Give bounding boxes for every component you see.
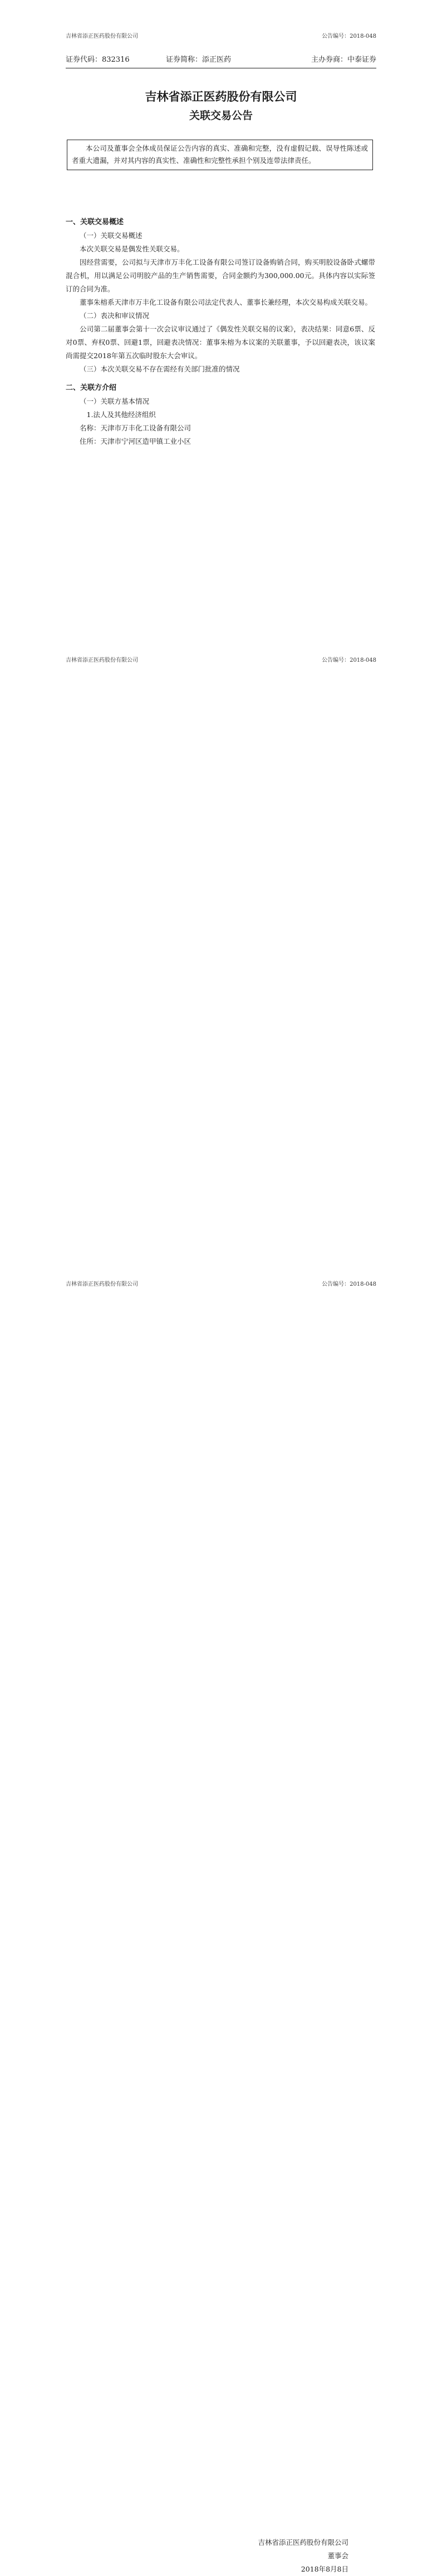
page-2 <box>0 624 442 1248</box>
signature-block <box>258 2536 348 2576</box>
disclaimer-box: 本公司及董事会全体成员保证公告内容的真实、准确和完整，没有虚假记载、误导性陈述或者重大遗漏，并对其内容的真实性、准确性和完整性承担个别及连带法律责任。 <box>67 140 373 170</box>
running-header <box>66 31 376 39</box>
subsection-heading: （一）关联方基本情况 <box>80 397 150 405</box>
subsection-heading: （一）关联交易概述 <box>80 231 143 240</box>
subsection-heading: （三）本次关联交易不存在需经有关部门批准的情况 <box>80 365 240 373</box>
signature-date: 2018年8月8日 <box>301 2565 348 2573</box>
header-notice-no: 公告编号：2018-048 <box>322 657 376 663</box>
section-heading: 二、关联方介绍 <box>66 384 117 392</box>
page-1 <box>0 0 442 624</box>
document-title: 关联交易公告 <box>189 110 253 122</box>
header-company: 吉林省添正医药股份有限公司 <box>66 33 138 39</box>
stock-broker: 主办券商：中泰证券 <box>311 56 376 64</box>
header-notice-no: 公告编号：2018-048 <box>322 33 376 39</box>
header-notice-no: 公告编号：2018-048 <box>322 1281 376 1287</box>
signature-company: 吉林省添正医药股份有限公司 <box>258 2538 348 2547</box>
list-item: 1.法人及其他经济组织 <box>86 410 156 419</box>
paragraph: 董事朱榕系天津市万丰化工设备有限公司法定代表人、董事长兼经理，本次交易构成关联交易。 <box>80 298 372 306</box>
subsection-heading: （二）表决和审议情况 <box>80 311 150 320</box>
related-party-name: 名称：天津市万丰化工设备有限公司 <box>80 424 191 432</box>
related-party-address: 住所：天津市宁河区造甲镇工业小区 <box>80 437 191 445</box>
header-company: 吉林省添正医药股份有限公司 <box>66 1281 138 1287</box>
stock-info-line <box>66 53 376 68</box>
paragraph: 因经营需要，公司拟与天津市万丰化工设备有限公司签订设备购销合同，购买明胶设备卧式螺带混合机，用以满足公司明胶产品的生产销售需要，合同金额约为300,000.00元。具体内容以实际签订的合同为准。 <box>66 258 375 293</box>
running-header <box>66 1279 376 1287</box>
page-3 <box>0 1248 442 2573</box>
stock-abbr: 证券简称：添正医药 <box>166 56 232 64</box>
header-company: 吉林省添正医药股份有限公司 <box>66 657 138 663</box>
running-header <box>66 655 376 663</box>
page-1-content <box>66 216 375 448</box>
stock-code: 证券代码：832316 <box>66 56 130 64</box>
signature-board: 董事会 <box>327 2552 348 2560</box>
paragraph: 本次关联交易是偶发性关联交易。 <box>80 245 184 253</box>
paragraph: 公司第二届董事会第十一次会议审议通过了《偶发性关联交易的议案》，表决结果：同意6票、反对0票、弃权0票、回避1票，回避表决情况：董事朱榕为本议案的关联董事，予以回避表决，该议案尚需提交2018年第五次临时股东大会审议。 <box>66 325 375 360</box>
company-title: 吉林省添正医药股份有限公司 <box>145 90 297 103</box>
section-heading: 一、关联交易概述 <box>66 218 124 226</box>
